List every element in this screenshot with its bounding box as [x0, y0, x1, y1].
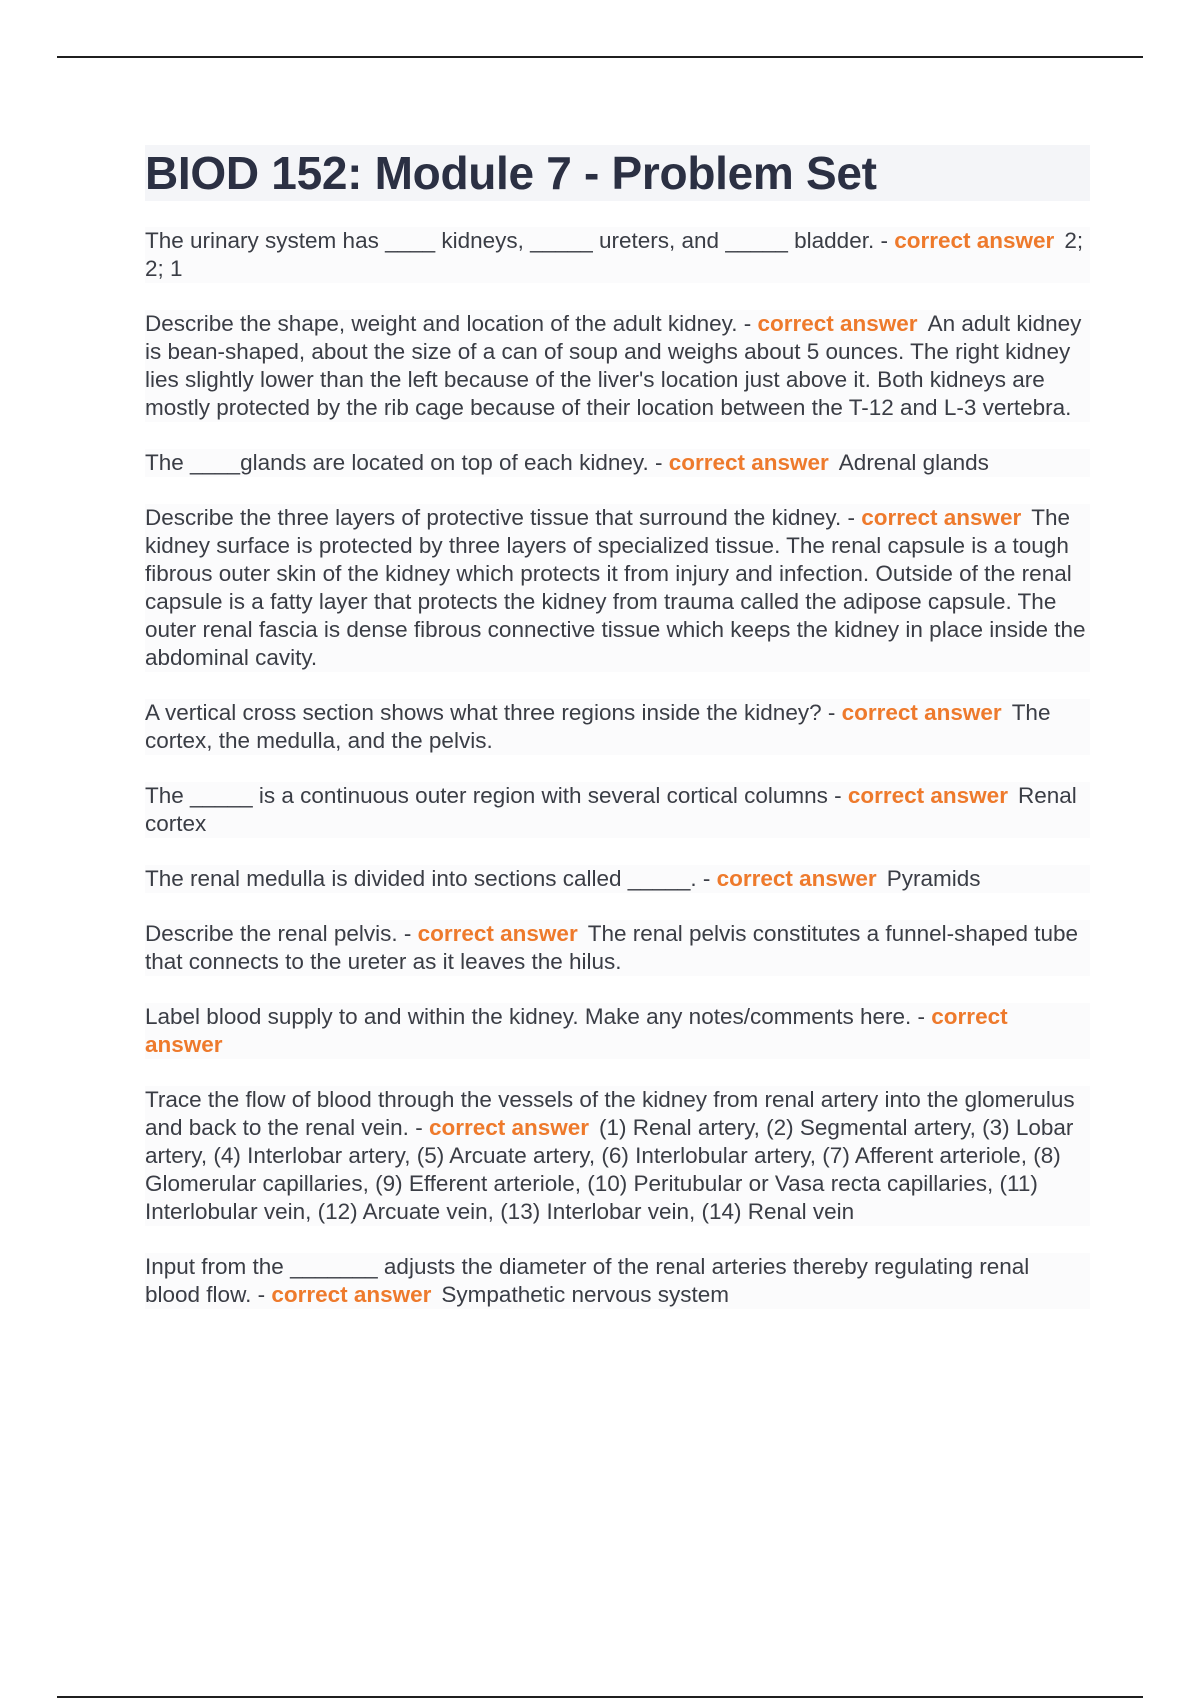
qa-item — [145, 1253, 1090, 1309]
qa-item — [145, 1003, 1090, 1059]
separator: - — [397, 921, 418, 946]
answer-text: The kidney surface is protected by three layers of specialized tissue. The renal capsule is a tough fibrous outer skin of the kidney which protects it from injury and infection. Outside of the renal capsule is a fatty layer that protects the kidney from trauma called the adipose capsule. The outer renal fascia is dense fibrous connective tissue which keeps the kidney in place inside the abdominal cavity. — [145, 505, 1086, 670]
separator: - — [821, 700, 842, 725]
separator: - — [841, 505, 862, 530]
answer-text: Renal cortex — [145, 783, 1077, 836]
separator: - — [648, 450, 669, 475]
question-text: Label blood supply to and within the kidney. Make any notes/comments here. — [145, 1004, 912, 1029]
correct-answer-label: correct answer — [668, 450, 829, 475]
qa-item — [145, 865, 1090, 893]
question-text: The _____ is a continuous outer region with several cortical columns — [145, 783, 828, 808]
separator: - — [251, 1282, 272, 1307]
question-text: Describe the three layers of protective tissue that surround the kidney. — [145, 505, 842, 530]
answer-text: An adult kidney is bean-shaped, about the size of a can of soup and weighs about 5 ounces. The right kidney lies slightly lower than the left because of the liver's location just above it. Both kidneys are mostly protected by the rib cage because of their location between the T-12 and L-3 vertebra. — [145, 311, 1082, 420]
answer-text: 2; 2; 1 — [145, 228, 1084, 281]
separator: - — [408, 1115, 429, 1140]
answer-text: (1) Renal artery, (2) Segmental artery, (3) Lobar artery, (4) Interlobar artery, (5) Arcuate artery, (6) Interlobular artery, (7) Afferent arteriole, (8) Glomerular capillaries, (9) Efferent arteriole, (10) Peritubular or Vasa recta capillaries, (11) Interlobular vein, (12) Arcuate vein, (13) Interlobar vein, (14) Renal vein — [145, 1115, 1074, 1224]
question-text: Describe the shape, weight and location of the adult kidney. — [145, 311, 738, 336]
correct-answer-label: correct answer — [841, 700, 1002, 725]
qa-item — [145, 920, 1090, 976]
separator: - — [874, 228, 895, 253]
correct-answer-label: correct answer — [428, 1115, 590, 1140]
separator: - — [696, 866, 717, 891]
separator: - — [911, 1004, 932, 1029]
correct-answer-label: correct answer — [417, 921, 578, 946]
answer-text: Adrenal glands — [838, 450, 989, 475]
correct-answer-label: correct answer — [145, 1004, 1008, 1057]
qa-item — [145, 699, 1090, 755]
answer-text: The cortex, the medulla, and the pelvis. — [145, 700, 1051, 753]
question-text: Input from the _______ adjusts the diameter of the renal arteries thereby regulating renal blood flow. — [145, 1254, 1030, 1307]
question-text: The urinary system has ____ kidneys, _____ ureters, and _____ bladder. — [145, 228, 875, 253]
title-bar — [145, 145, 1090, 201]
qa-item — [145, 1086, 1090, 1226]
page-title: BIOD 152: Module 7 - Problem Set — [145, 147, 877, 199]
qa-item — [145, 449, 1090, 477]
correct-answer-label: correct answer — [716, 866, 877, 891]
qa-item — [145, 782, 1090, 838]
qa-item — [145, 504, 1090, 672]
separator: - — [827, 783, 848, 808]
answer-text: The renal pelvis constitutes a funnel-shaped tube that connects to the ureter as it leaves the hilus. — [145, 921, 1079, 974]
header-rule — [57, 56, 1143, 58]
correct-answer-label: correct answer — [861, 505, 1022, 530]
footer-rule — [57, 1696, 1143, 1698]
correct-answer-label: correct answer — [757, 311, 918, 336]
correct-answer-label: correct answer — [847, 783, 1008, 808]
answer-text: Pyramids — [886, 866, 981, 891]
question-text: A vertical cross section shows what three regions inside the kidney? — [145, 700, 822, 725]
question-text: The ____glands are located on top of each kidney. — [145, 450, 649, 475]
correct-answer-label: correct answer — [894, 228, 1055, 253]
document-body — [145, 145, 1090, 1336]
separator: - — [737, 311, 758, 336]
question-text: Trace the flow of blood through the vessels of the kidney from renal artery into the glomerulus and back to the renal vein. — [145, 1087, 1075, 1140]
question-text: Describe the renal pelvis. — [145, 921, 398, 946]
question-text: The renal medulla is divided into sections called _____. — [145, 866, 697, 891]
correct-answer-label: correct answer — [271, 1282, 432, 1307]
qa-item — [145, 227, 1090, 283]
qa-item — [145, 310, 1090, 422]
answer-text: Sympathetic nervous system — [441, 1282, 730, 1307]
